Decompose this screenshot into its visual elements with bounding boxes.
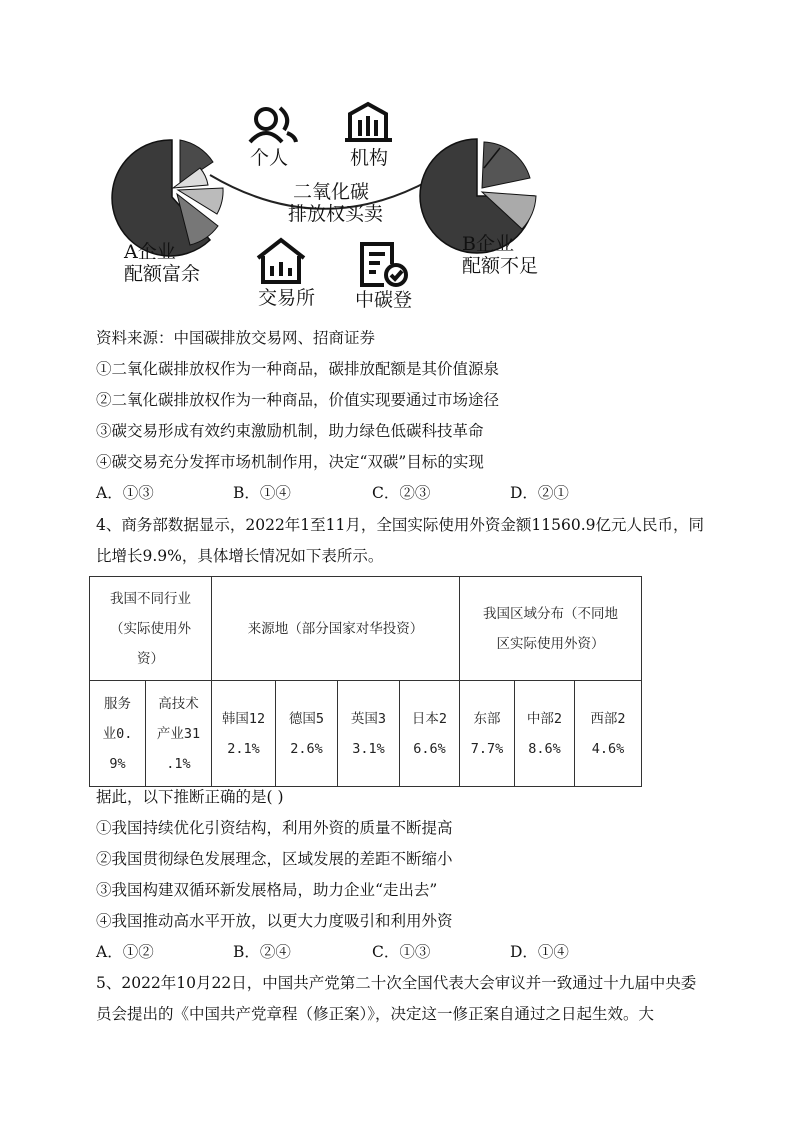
q4-option-d[interactable]: D．①④ [510, 943, 569, 961]
q4-statement-1: ①我国持续优化引资结构，利用外资的质量不断提高 [96, 819, 453, 837]
certificate-icon [362, 244, 406, 285]
q3-statement-1: ①二氧化碳排放权作为一种商品，碳排放配额是其价值源泉 [96, 360, 500, 378]
q4-stem-line2: 比增长9.9%，具体增长情况如下表所示。 [96, 547, 384, 565]
cell-uk: 英国3 3.1% [338, 681, 400, 787]
q4-option-b[interactable]: B．②④ [233, 943, 291, 961]
pie-chart-company-a [112, 140, 223, 256]
q4-statement-2: ②我国贯彻绿色发展理念，区域发展的差距不断缩小 [96, 850, 453, 868]
q3-option-c[interactable]: C．②③ [372, 484, 431, 502]
label-company-a-line1: A企业 [124, 241, 176, 263]
header-source: 来源地（部分国家对华投资） [212, 577, 460, 681]
q4-statement-3: ③我国构建双循环新发展格局，助力企业“走出去” [96, 881, 438, 899]
q3-option-a[interactable]: A．①③ [96, 484, 154, 502]
cell-high-tech: 高技术 产业31 .1% [146, 681, 212, 787]
label-institution: 机构 [350, 147, 389, 169]
investment-table [89, 576, 642, 787]
q4-question: 据此，以下推断正确的是( ) [96, 788, 284, 806]
q4-stem-line1: 4、商务部数据显示，2022年1至11月，全国实际使用外资金额11560.9亿元人民币，同 [96, 516, 704, 534]
label-company-b-line2: 配额不足 [462, 255, 539, 277]
q3-option-b[interactable]: B．①④ [233, 484, 291, 502]
exchange-house-icon [258, 240, 304, 282]
cell-east: 东部 7.7% [460, 681, 515, 787]
carbon-trading-figure [0, 0, 794, 320]
label-company-a-line2: 配额富余 [124, 263, 201, 285]
q5-stem-line2: 员会提出的《中国共产党章程（修正案）》，决定这一修正案自通过之日起生效。大 [96, 1005, 655, 1023]
q3-statement-2: ②二氧化碳排放权作为一种商品，价值实现要通过市场途径 [96, 391, 500, 409]
cell-korea: 韩国12 2.1% [212, 681, 276, 787]
label-center-line1: 二氧化碳 [293, 181, 370, 203]
building-icon [345, 104, 392, 140]
label-exchange: 交易所 [258, 287, 316, 309]
q3-statement-4: ④碳交易充分发挥市场机制作用，决定“双碳”目标的实现 [96, 453, 484, 471]
label-company-b-line1: B企业 [462, 233, 514, 255]
source-note: 资料来源：中国碳排放交易网、招商证券 [96, 329, 376, 347]
label-individual: 个人 [250, 147, 289, 169]
cell-germany: 德国5 2.6% [276, 681, 338, 787]
q5-stem-line1: 5、2022年10月22日，中国共产党第二十次全国代表大会审议并一致通过十九届中央委 [96, 974, 697, 992]
q4-option-c[interactable]: C．①③ [372, 943, 431, 961]
label-center-line2: 排放权买卖 [288, 203, 384, 225]
label-registry: 中碳登 [355, 289, 413, 311]
cell-central: 中部2 8.6% [515, 681, 575, 787]
cell-west: 西部2 4.6% [575, 681, 642, 787]
q4-option-a[interactable]: A．①② [96, 943, 154, 961]
cell-services: 服务 业0. 9% [90, 681, 146, 787]
cell-japan: 日本2 6.6% [400, 681, 460, 787]
people-icon [250, 108, 296, 142]
header-industry: 我国不同行业 （实际使用外 资） [90, 577, 212, 681]
q3-option-d[interactable]: D．②① [510, 484, 569, 502]
q4-statement-4: ④我国推动高水平开放，以更大力度吸引和利用外资 [96, 912, 453, 930]
header-region: 我国区域分布（不同地 区实际使用外资） [460, 577, 642, 681]
q3-statement-3: ③碳交易形成有效约束激励机制，助力绿色低碳科技革命 [96, 422, 484, 440]
figure-graphics [0, 0, 794, 320]
